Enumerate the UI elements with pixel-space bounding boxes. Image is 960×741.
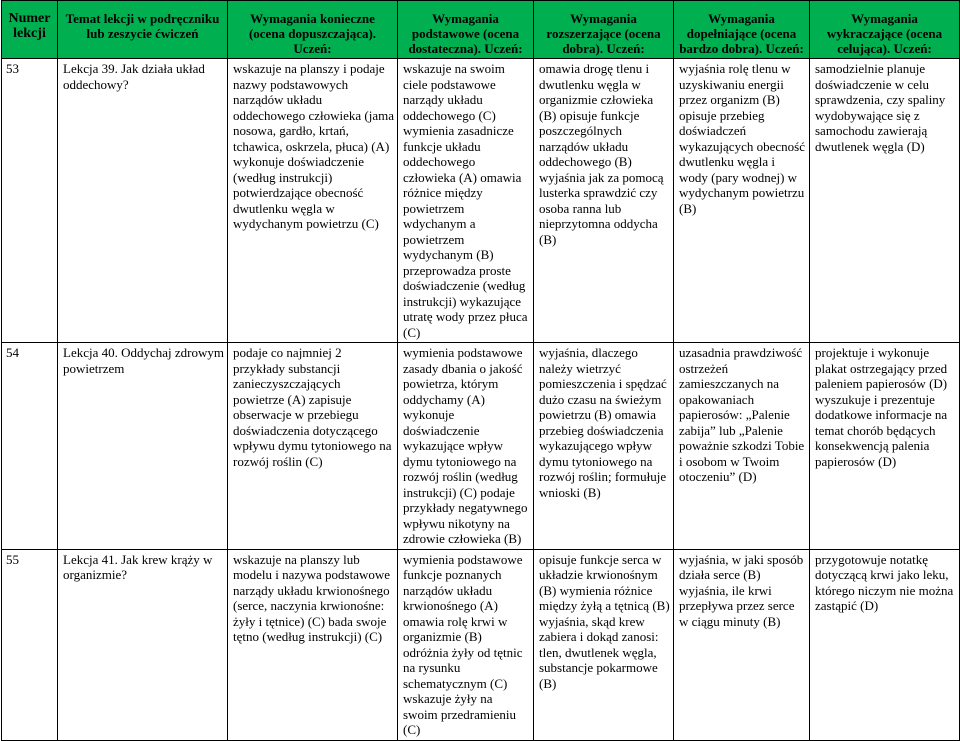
supplementary-cell: uzasadnia prawdziwość ostrzeżeń zamieszczanych na opakowaniach papierosów: „Palenie zabija” lub „Palenie poważnie szkodzi Tobie i osobom w Twoim otoczeniu” (D) — [674, 343, 810, 550]
table-row — [2, 549, 960, 740]
header-lesson-number: Numer lekcji — [2, 1, 58, 59]
supplementary-cell: wyjaśnia, w jaki sposób działa serce (B) wyjaśnia, ile krwi przepływa przez serce w ciągu minuty (B) — [674, 549, 810, 740]
lesson-topic: Lekcja 39. Jak działa układ oddechowy? — [58, 59, 228, 343]
header-row — [2, 1, 960, 59]
header-topic: Temat lekcji w podręczniku lub zeszycie ćwiczeń — [58, 1, 228, 59]
lesson-topic: Lekcja 41. Jak krew krąży w organizmie? — [58, 549, 228, 740]
header-exceeding: Wymagania wykraczające (ocena celująca). Uczeń: — [810, 1, 960, 59]
lesson-number: 55 — [2, 549, 58, 740]
required-cell: podaje co najmniej 2 przykłady substancji zanieczyszczających powietrze (A) zapisuje obserwacje w przebiegu doświadczenia dotyczącego wpływu dymu tytoniowego na rozwój roślin (C) — [228, 343, 398, 550]
exceeding-cell: samodzielnie planuje doświadczenie w celu sprawdzenia, czy spaliny wydobywające się z samochodu zawierają dwutlenek węgla (D) — [810, 59, 960, 343]
requirements-table — [1, 0, 960, 741]
header-required: Wymagania konieczne (ocena dopuszczająca). Uczeń: — [228, 1, 398, 59]
extended-cell: opisuje funkcje serca w układzie krwionośnym (B) wymienia różnice między żyłą a tętnicą (B) wyjaśnia, skąd krew zabiera i dokąd zanosi: tlen, dwutlenek węgla, substancje pokarmowe (B) — [534, 549, 674, 740]
header-extended: Wymagania rozszerzające (ocena dobra). Uczeń: — [534, 1, 674, 59]
table-row — [2, 59, 960, 343]
extended-cell: wyjaśnia, dlaczego należy wietrzyć pomieszczenia i spędzać dużo czasu na świeżym powietrzu (B) omawia przebieg doświadczenia wykazującego wpływ dymu tytoniowego na rozwój roślin; formułuje wnioski (B) — [534, 343, 674, 550]
required-cell: wskazuje na planszy lub modelu i nazywa podstawowe narządy układu krwionośnego (serce, naczynia krwionośne: żyły i tętnice) (C) bada swoje tętno (według instrukcji) (C) — [228, 549, 398, 740]
header-basic: Wymagania podstawowe (ocena dostateczna). Uczeń: — [398, 1, 534, 59]
basic-cell: wymienia podstawowe funkcje poznanych narządów układu krwionośnego (A) omawia rolę krwi w organizmie (B) odróżnia żyły od tętnic na rysunku schematycznym (C) wskazuje żyły na swoim przedramieniu (C) — [398, 549, 534, 740]
header-supplementary: Wymagania dopełniające (ocena bardzo dobra). Uczeń: — [674, 1, 810, 59]
extended-cell: omawia drogę tlenu i dwutlenku węgla w organizmie człowieka (B) opisuje funkcje poszczególnych narządów układu oddechowego (B) wyjaśnia jak za pomocą lusterka sprawdzić czy osoba ranna lub nieprzytomna oddycha (B) — [534, 59, 674, 343]
basic-cell: wskazuje na swoim ciele podstawowe narządy układu oddechowego (C) wymienia zasadnicze funkcje układu oddechowego człowieka (A) omawia różnice między powietrzem wdychanym a powietrzem wydychanym (B) przeprowadza proste doświadczenie (według instrukcji) wykazujące utratę wody przez płuca (C) — [398, 59, 534, 343]
lesson-number: 53 — [2, 59, 58, 343]
supplementary-cell: wyjaśnia rolę tlenu w uzyskiwaniu energii przez organizm (B) opisuje przebieg doświadczeń wykazujących obecność dwutlenku węgla i wody (pary wodnej) w wydychanym powietrzu (B) — [674, 59, 810, 343]
required-cell: wskazuje na planszy i podaje nazwy podstawowych narządów układu oddechowego człowieka (jama nosowa, gardło, krtań, tchawica, oskrzela, płuca) (A) wykonuje doświadczenie (według instrukcji) potwierdzające obecność dwutlenku węgla w wydychanym powietrzu (C) — [228, 59, 398, 343]
lesson-number: 54 — [2, 343, 58, 550]
exceeding-cell: projektuje i wykonuje plakat ostrzegający przed paleniem papierosów (D) wyszukuje i prezentuje dodatkowe informacje na temat chorób będących konsekwencją palenia papierosów (D) — [810, 343, 960, 550]
basic-cell: wymienia podstawowe zasady dbania o jakość powietrza, którym oddychamy (A) wykonuje doświadczenie wykazujące wpływ dymu tytoniowego na rozwój roślin (według instrukcji) (C) podaje przykłady negatywnego wpływu nikotyny na zdrowie człowieka (B) — [398, 343, 534, 550]
exceeding-cell: przygotowuje notatkę dotyczącą krwi jako leku, którego niczym nie można zastąpić (D) — [810, 549, 960, 740]
lesson-topic: Lekcja 40. Oddychaj zdrowym powietrzem — [58, 343, 228, 550]
table-row — [2, 343, 960, 550]
